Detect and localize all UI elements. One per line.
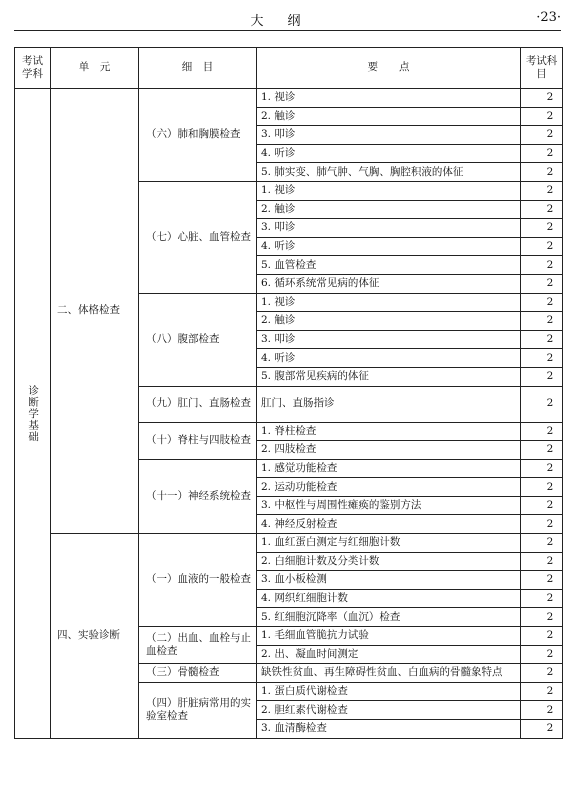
level-cell: 2 <box>521 627 563 646</box>
level-cell: 2 <box>521 720 563 739</box>
item-cell: （八）腹部检查 <box>139 293 257 386</box>
page-title: 大纲 <box>250 14 325 29</box>
point-cell: 1. 视诊 <box>257 293 521 312</box>
header-subject: 考试学科 <box>15 48 51 89</box>
point-cell: 1. 蛋白质代谢检查 <box>257 682 521 701</box>
point-cell: 2. 胆红素代谢检查 <box>257 701 521 720</box>
point-cell: 1. 毛细血管脆抗力试验 <box>257 627 521 646</box>
level-cell: 2 <box>521 496 563 515</box>
level-cell: 2 <box>521 552 563 571</box>
point-cell: 肛门、直肠指诊 <box>257 386 521 422</box>
point-cell: 3. 血小板检测 <box>257 571 521 590</box>
point-cell: 4. 网织红细胞计数 <box>257 589 521 608</box>
level-cell: 2 <box>521 589 563 608</box>
level-cell: 2 <box>521 274 563 293</box>
item-cell: （三）骨髓检查 <box>139 664 257 683</box>
level-cell: 2 <box>521 664 563 683</box>
point-cell: 4. 听诊 <box>257 144 521 163</box>
point-cell: 2. 触诊 <box>257 312 521 331</box>
point-cell: 1. 视诊 <box>257 89 521 108</box>
level-cell: 2 <box>521 293 563 312</box>
point-cell: 1. 感觉功能检查 <box>257 459 521 478</box>
unit-cell: 二、体格检查 <box>51 89 139 534</box>
point-cell: 1. 脊柱检查 <box>257 422 521 441</box>
level-cell: 2 <box>521 701 563 720</box>
point-cell: 2. 四肢检查 <box>257 441 521 460</box>
point-cell: 3. 叩诊 <box>257 219 521 238</box>
table-row <box>15 89 563 108</box>
item-cell: （十）脊柱与四肢检查 <box>139 422 257 459</box>
point-cell: 4. 神经反射检查 <box>257 515 521 534</box>
level-cell: 2 <box>521 89 563 108</box>
level-cell: 2 <box>521 515 563 534</box>
level-cell: 2 <box>521 349 563 368</box>
item-cell: （九）肛门、直肠检查 <box>139 386 257 422</box>
point-cell: 2. 白细胞计数及分类计数 <box>257 552 521 571</box>
point-cell: 3. 叩诊 <box>257 126 521 145</box>
level-cell: 2 <box>521 126 563 145</box>
point-cell: 3. 中枢性与周围性瘫痪的鉴别方法 <box>257 496 521 515</box>
level-cell: 2 <box>521 534 563 553</box>
item-cell: （六）肺和胸膜检查 <box>139 89 257 182</box>
point-cell: 2. 触诊 <box>257 107 521 126</box>
subject-cell <box>15 89 51 739</box>
point-cell: 5. 肺实变、肺气肿、气胸、胸腔积液的体征 <box>257 163 521 182</box>
point-cell: 1. 视诊 <box>257 181 521 200</box>
point-cell: 2. 运动功能检查 <box>257 478 521 497</box>
item-cell: （二）出血、血栓与止血检查 <box>139 627 257 664</box>
header-unit: 单 元 <box>51 48 139 89</box>
subject-label: 诊断学基础 <box>27 384 40 443</box>
level-cell: 2 <box>521 608 563 627</box>
point-cell: 3. 血清酶检查 <box>257 720 521 739</box>
level-cell: 2 <box>521 367 563 386</box>
header-item: 细 目 <box>139 48 257 89</box>
point-cell: 5. 腹部常见疾病的体征 <box>257 367 521 386</box>
level-cell: 2 <box>521 422 563 441</box>
level-cell: 2 <box>521 312 563 331</box>
point-cell: 2. 出、凝血时间测定 <box>257 645 521 664</box>
point-cell: 2. 触诊 <box>257 200 521 219</box>
level-cell: 2 <box>521 219 563 238</box>
level-cell: 2 <box>521 163 563 182</box>
unit-cell: 四、实验诊断 <box>51 534 139 739</box>
level-cell: 2 <box>521 144 563 163</box>
point-cell: 3. 叩诊 <box>257 330 521 349</box>
level-cell: 2 <box>521 571 563 590</box>
table-row <box>15 534 563 553</box>
page-number: ·23· <box>536 10 561 25</box>
point-cell: 缺铁性贫血、再生障碍性贫血、白血病的骨髓象特点 <box>257 664 521 683</box>
level-cell: 2 <box>521 682 563 701</box>
item-cell: （十一）神经系统检查 <box>139 459 257 533</box>
level-cell: 2 <box>521 386 563 422</box>
point-cell: 4. 听诊 <box>257 237 521 256</box>
level-cell: 2 <box>521 237 563 256</box>
header-points: 要 点 <box>257 48 521 89</box>
point-cell: 6. 循环系统常见病的体征 <box>257 274 521 293</box>
level-cell: 2 <box>521 181 563 200</box>
syllabus-table <box>14 47 563 739</box>
point-cell: 1. 血红蛋白测定与红细胞计数 <box>257 534 521 553</box>
point-cell: 5. 血管检查 <box>257 256 521 275</box>
table-header-row <box>15 48 563 89</box>
level-cell: 2 <box>521 330 563 349</box>
level-cell: 2 <box>521 645 563 664</box>
page-header <box>14 8 561 31</box>
level-cell: 2 <box>521 478 563 497</box>
level-cell: 2 <box>521 441 563 460</box>
level-cell: 2 <box>521 200 563 219</box>
header-level: 考试科目 <box>521 48 563 89</box>
level-cell: 2 <box>521 459 563 478</box>
point-cell: 4. 听诊 <box>257 349 521 368</box>
level-cell: 2 <box>521 256 563 275</box>
item-cell: （一）血液的一般检查 <box>139 534 257 627</box>
point-cell: 5. 红细胞沉降率（血沉）检查 <box>257 608 521 627</box>
item-cell: （七）心脏、血管检查 <box>139 181 257 293</box>
item-cell: （四）肝脏病常用的实验室检查 <box>139 682 257 738</box>
level-cell: 2 <box>521 107 563 126</box>
